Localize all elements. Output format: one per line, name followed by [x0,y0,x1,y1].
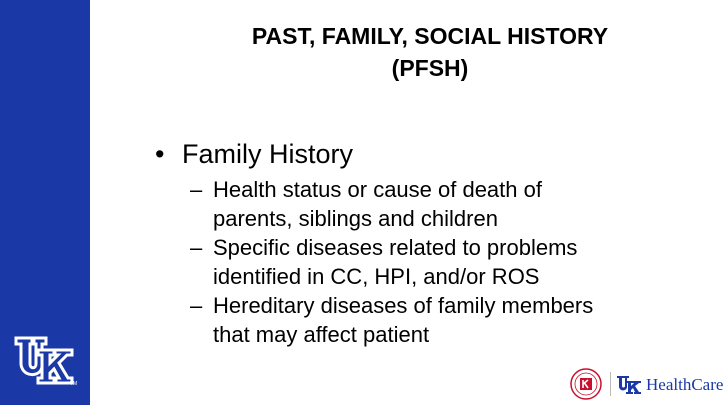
logo-divider [610,372,611,396]
sub-bullet-item [190,291,690,349]
sub-bullet-line: Specific diseases related to problems [213,235,578,260]
sub-bullet-line: that may affect patient [213,322,430,347]
sub-bullet-list [190,175,690,349]
bullet-marker: • [155,139,165,169]
dash-marker: – [190,293,203,318]
slide-title [170,20,690,84]
bullet-text: Family History [182,139,354,169]
sub-bullet-line: parents, siblings and children [213,206,498,231]
dash-marker: – [190,235,203,260]
bullet-family-history [155,137,353,171]
university-seal-icon [570,368,602,400]
slide-title-line-1: PAST, FAMILY, SOCIAL HISTORY [251,23,609,49]
sub-bullet-line: Health status or cause of death of [213,177,542,202]
sub-bullet-item [190,175,690,233]
dash-marker: – [190,177,203,202]
healthcare-label: HealthCare [646,375,723,394]
sub-bullet-line: Hereditary diseases of family members [213,293,594,318]
sub-bullet-item [190,233,690,291]
footer-logos [566,366,723,402]
brand-sidebar [0,0,90,405]
slide-title-line-2: (PFSH) [391,55,469,81]
svg-text:TM: TM [70,381,78,387]
uk-logo-icon [14,336,76,386]
uk-logo-small-icon [616,375,642,395]
sub-bullet-line: identified in CC, HPI, and/or ROS [213,264,540,289]
